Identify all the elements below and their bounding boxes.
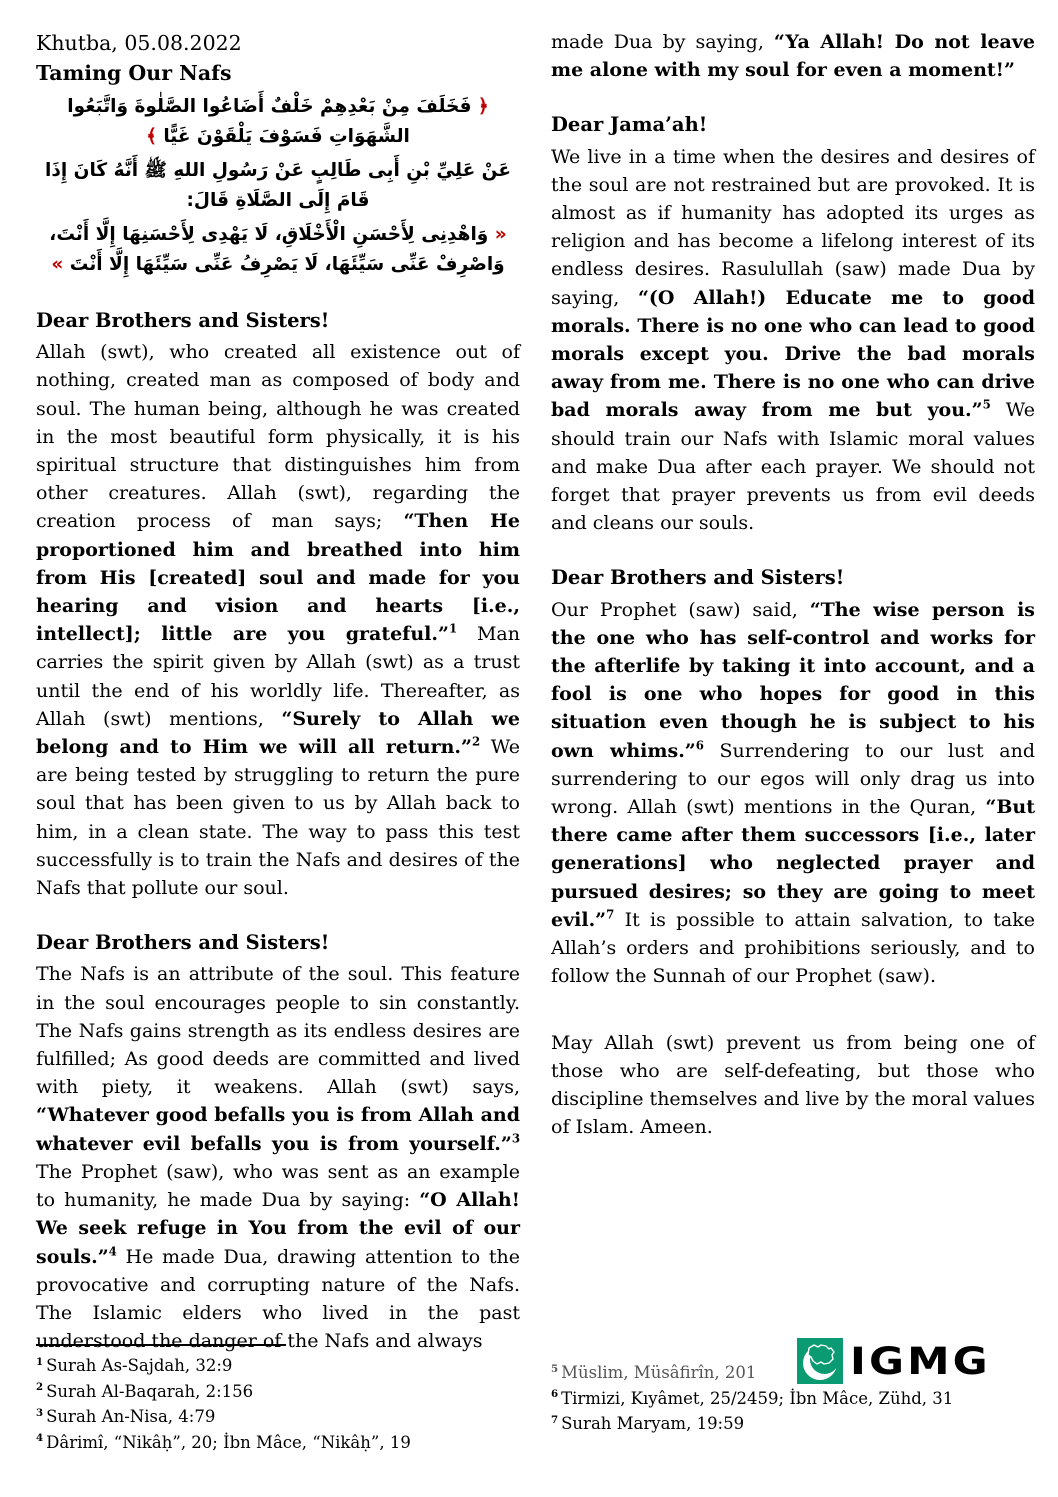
arabic-narration: عَنْ عَلِيِّ بْنِ أَبِى طَالِبٍ عَنْ رَسُولِ اللهِ ﷺ أَنَّهُ كَانَ إِذَا قَامَ إِلَى الصَّلَاةِ قَالَ: [45, 160, 511, 211]
footnote-7-number: 7 [551, 1413, 559, 1426]
paragraph-closing-dua: May Allah (swt) prevent us from being one of those who are self-defeating, but those who discipline themselves and live by the moral values of Islam. Ameen. [551, 1031, 1035, 1139]
paragraph-nafs-attribute: The Nafs is an attribute of the soul. This feature in the soul encourages people to sin constantly. The Nafs gains strength as its endless desires are fulfilled; As good deeds are committed and lived with piety, it weakens. Allah (swt) says, “Whatever good befalls you is from Allah and whatever evil befalls you is from yourself.”$^3$ The Prophet (saw), who was sent as an example to humanity, he made Dua by saying: “O Allah! We seek refuge in You from the evil of our souls.”$^4$ He made Dua, drawing attention to the provocative and corrupting nature of the Nafs. The Islamic elders who lived in the past understood the danger of the Nafs and always [36, 963, 520, 1353]
paragraph-desires: We live in a time when the desires and desires of the soul are not restrained but are provoked. It is almost as if humanity has adopted its urges as religion and has become a lifelong interest of its endless desires. Rasulullah (saw) made Dua by saying, “(O Allah!) Educate me to good morals. There is no one who can lead to good morals except you. Drive the bad morals away from me. There is no one who can drive bad morals away from me but you.”$^5$ We should train our Nafs with Islamic moral values and make Dua after each prayer. We should not forget that prayer prevents us from evil deeds and cleans our souls. [551, 145, 1036, 535]
footnote-3-number: 3 [36, 1406, 44, 1419]
footnote-4-number: 4 [36, 1432, 44, 1444]
footnote-5-text: Müslim, Müsâfirîn, 201 [561, 1363, 757, 1382]
paragraph-creation: Allah (swt), who created all existence out of nothing, created man as composed of body and soul. The human being, although he was created in the most beautiful form physically, it is his spiritual structure that distinguishes him from other creatures. Allah (swt), regarding the creation process of man says; “Then He proportioned him and breathed into him from His [created] soul and made for you hearing and vision and hearts [i.e., intellect]; little are you grateful.”$^1$ Man carries the spirit given by Allah (swt) as a trust until the end of his worldly life. Thereafter, as Allah (swt) mentions, “Surely to Allah we belong and to Him we will all return.”$^2$ We are being tested by struggling to return the pure soul that has been given to us by Allah back to him, in a clean state. The way to pass this test successfully is to train the Nafs and desires of the Nafs that pollute our soul. [36, 341, 520, 900]
arabic-verse: ﴿ فَخَلَفَ مِنْ بَعْدِهِمْ خَلْفٌ أَضَاعُوا الصَّلٰوةَ وَاتَّبَعُوا الشَّهَوَاتِ فَسَوْفَ يَلْقَوْنَ غَيًّا ﴾ [67, 96, 489, 147]
left-column [36, 28, 520, 1355]
section-heading-brothers-sisters-1: Dear Brothers and Sisters! [36, 309, 330, 332]
footnote-4-text: Dârimî, “Nikâḥ”, 20; İbn Mâce, “Nikâḥ”, 19 [46, 1432, 411, 1452]
footnote-separator [36, 1344, 286, 1346]
igmg-wordmark: IGMG [850, 1338, 991, 1384]
footnote-1 [36, 1353, 520, 1379]
paragraph-continuation: made Dua by saying, “Ya Allah! Do not leave me alone with my soul for even a moment!” [551, 31, 1035, 82]
footnote-1-number: 1 [36, 1355, 44, 1368]
document-title: Taming Our Nafs [36, 61, 232, 85]
arabic-dua: « وَاهْدِنِى لِأَحْسَنِ الْأَخْلَاقِ، لَا يَهْدِى لِأَحْسَنِهَا إِلَّا أَنْتَ، وَاصْرِفْ عَنِّى سَيِّئَهَا، لَا يَصْرِفُ عَنِّى سَيِّئَهَا إِلَّا أَنْتَ » [49, 224, 507, 275]
footnote-6 [551, 1386, 1035, 1412]
footnote-2 [36, 1379, 520, 1405]
footnotes-left [36, 1344, 520, 1455]
footnote-7 [551, 1411, 1035, 1437]
footnote-1-text: Surah As-Sajdah, 32:9 [46, 1356, 233, 1375]
igmg-logo [797, 1338, 991, 1384]
section-heading-jamaah: Dear Jama’ah! [551, 113, 708, 137]
crescent-globe-icon [797, 1338, 843, 1384]
footnote-6-number: 6 [551, 1388, 559, 1400]
footnote-2-number: 2 [36, 1381, 44, 1393]
section-heading-brothers-sisters-3: Dear Brothers and Sisters! [551, 566, 845, 590]
footnote-3 [36, 1404, 520, 1430]
right-column [551, 28, 1035, 1141]
paragraph-wise-person: Our Prophet (saw) said, “The wise person is the one who has self-control and works for the afterlife by taking it into account, and a fool is one who hopes for good in this situation even though he is subject to his own whims.”$^6$ Surrendering to our lust and surrendering to our egos will only drag us into wrong. Allah (swt) mentions in the Quran, “But there came after them successors [i.e., later generations] who neglected prayer and pursued desires; so they are going to meet evil.”$^7$ It is possible to attain salvation, to take Allah’s orders and prohibitions seriously, and to follow the Sunnah of our Prophet (saw). [551, 598, 1036, 988]
footnote-2-text: Surah Al-Baqarah, 2:156 [46, 1381, 254, 1401]
footnote-7-text: Surah Maryam, 19:59 [561, 1414, 745, 1433]
document-date: Khutba, 05.08.2022 [36, 31, 242, 55]
footnote-4 [36, 1430, 520, 1456]
footnote-6-text: Tirmizi, Kıyâmet, 25/2459; İbn Mâce, Zühd, 31 [561, 1388, 954, 1408]
footnote-3-text: Surah An-Nisa, 4:79 [46, 1407, 216, 1426]
footnote-5-number: 5 [551, 1362, 559, 1375]
section-heading-brothers-sisters-2: Dear Brothers and Sisters! [36, 931, 330, 955]
